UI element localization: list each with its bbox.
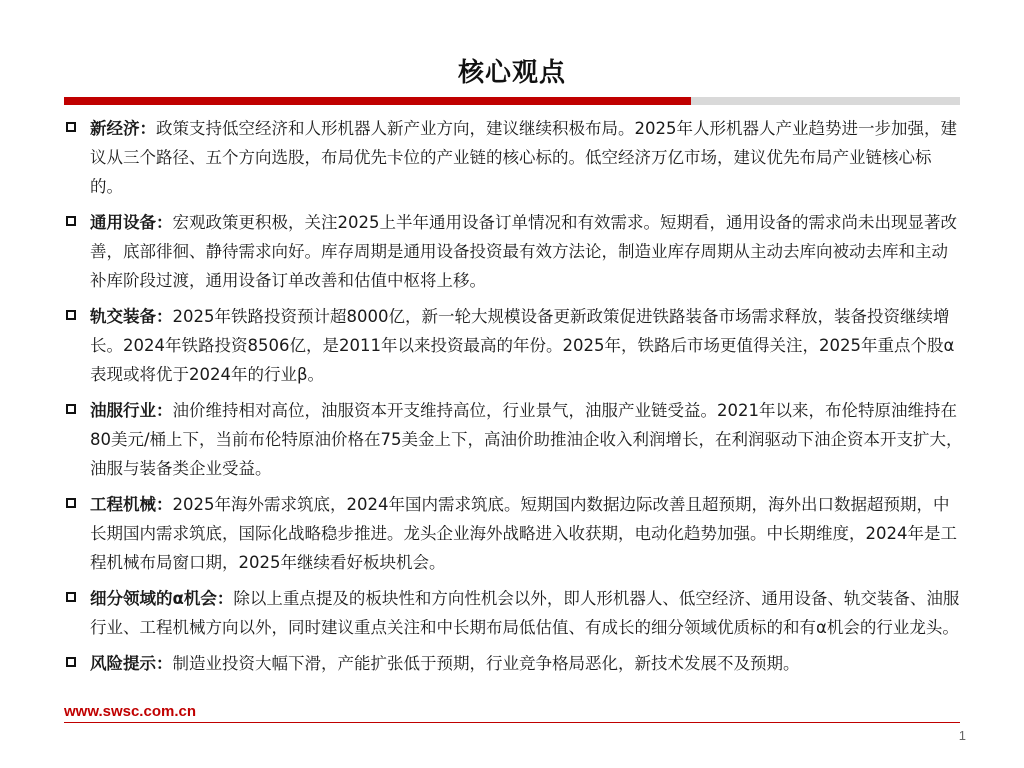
square-bullet-icon xyxy=(66,592,76,602)
square-bullet-icon xyxy=(66,404,76,414)
bullet-label: 油服行业： xyxy=(90,401,173,420)
bullet-text: 2025年铁路投资预计超8000亿，新一轮大规模设备更新政策促进铁路装备市场需求释放，装备投资继续增长。2024年铁路投资8506亿，是2011年以来投资最高的年份。2025年，铁路后市场更值得关注，2025年重点个股α表现或将优于2024年的行业β。 xyxy=(90,307,955,384)
bullet-item-risk-warning xyxy=(64,649,964,678)
bullet-label: 细分领域的α机会： xyxy=(90,589,234,608)
key-points-list xyxy=(64,114,964,685)
bullet-text: 宏观政策更积极，关注2025上半年通用设备订单情况和有效需求。短期看，通用设备的需求尚未出现显著改善，底部徘徊、静待需求向好。库存周期是通用设备投资最有效方法论，制造业库存周期从主动去库向被动去库和主动补库阶段过渡，通用设备订单改善和估值中枢将上移。 xyxy=(90,213,957,290)
bullet-text: 制造业投资大幅下滑，产能扩张低于预期，行业竞争格局恶化，新技术发展不及预期。 xyxy=(172,654,800,673)
bullet-label: 通用设备： xyxy=(90,213,173,232)
footer-divider xyxy=(64,722,960,723)
bullet-item-general-equipment xyxy=(64,208,964,295)
bullet-item-alpha-opportunities xyxy=(64,584,964,642)
page-number: 1 xyxy=(958,728,966,743)
bullet-text: 政策支持低空经济和人形机器人新产业方向，建议继续积极布局。2025年人形机器人产业趋势进一步加强，建议从三个路径、五个方向选股，布局优先卡位的产业链的核心标的。低空经济万亿市场，建议优先布局产业链核心标的。 xyxy=(90,119,957,196)
bullet-item-rail-equipment xyxy=(64,302,964,389)
square-bullet-icon xyxy=(66,122,76,132)
bullet-text: 除以上重点提及的板块性和方向性机会以外，即人形机器人、低空经济、通用设备、轨交装备、油服行业、工程机械方向以外，同时建议重点关注和中长期布局低估值、有成长的细分领域优质标的和有α机会的行业龙头。 xyxy=(90,589,960,637)
bullet-label: 轨交装备： xyxy=(90,307,173,326)
page-title: 核心观点 xyxy=(457,58,566,88)
bullet-label: 新经济： xyxy=(90,119,156,138)
bullet-item-new-economy xyxy=(64,114,964,201)
square-bullet-icon xyxy=(66,498,76,508)
title-divider-bar xyxy=(64,97,960,105)
bullet-text: 2025年海外需求筑底，2024年国内需求筑底。短期国内数据边际改善且超预期，海外出口数据超预期，中长期国内需求筑底，国际化战略稳步推进。龙头企业海外战略进入收获期，电动化趋势加强。中长期维度，2024年是工程机械布局窗口期，2025年继续看好板块机会。 xyxy=(90,495,957,572)
square-bullet-icon xyxy=(66,310,76,320)
bullet-item-construction-machinery xyxy=(64,490,964,577)
bullet-text: 油价维持相对高位，油服资本开支维持高位，行业景气，油服产业链受益。2021年以来，布伦特原油维持在80美元/桶上下，当前布伦特原油价格在75美金上下，高油价助推油企收入利润增长，在利润驱动下油企资本开支扩大，油服与装备类企业受益。 xyxy=(90,401,963,478)
square-bullet-icon xyxy=(66,216,76,226)
footer-website-url: www.swsc.com.cn xyxy=(64,703,196,720)
square-bullet-icon xyxy=(66,657,76,667)
bullet-label: 工程机械： xyxy=(90,495,173,514)
bullet-item-oil-services xyxy=(64,396,964,483)
bullet-label: 风险提示： xyxy=(90,654,173,673)
